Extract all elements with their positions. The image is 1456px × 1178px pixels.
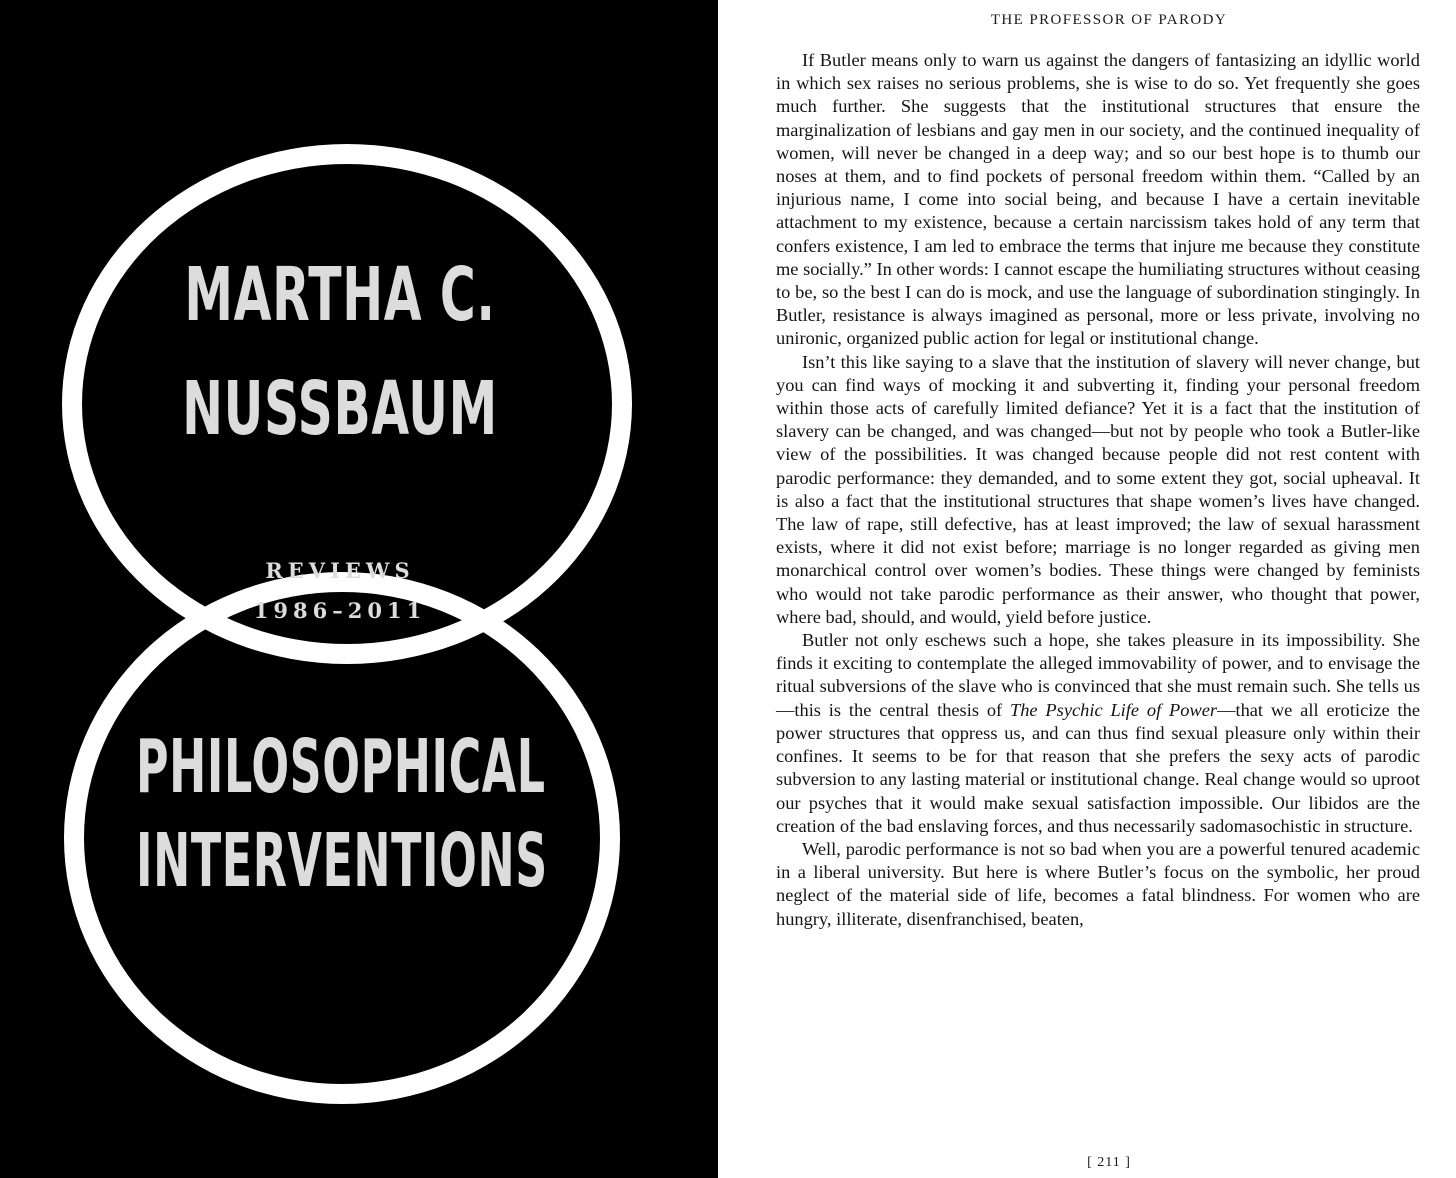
book-cover (0, 0, 718, 1178)
paragraph (776, 629, 1420, 838)
book-title-line-2: INTERVENTIONS (135, 818, 548, 904)
paragraph-text: —that we all eroticize the power structures that oppress us, and can thus find sexual pleasure only within their confines. It seems to be for that reason that she prefers the sexy acts of parodic subversion to any lasting material or institutional change. Real change would so uproot our psyches that it would make sexual satisfaction impossible. Our libidos are the creation of the bad enslaving forces, and thus necessarily sadomasochistic in structure. (776, 699, 1421, 836)
paragraph: If Butler means only to warn us against the dangers of fantasizing an idyllic world in which sex raises no serious problems, she is wise to do so. Yet frequently she goes much further. She suggests that the institutional structures that ensure the marginalization of lesbians and gay men in our society, and the continued inequality of women, will never be changed in a deep way; and so our best hope is to thumb our noses at them, and to find pockets of personal freedom within them. “Called by an injurious name, I come into social being, and because I have a certain inevitable attachment to my existence, because a certain narcissism takes hold of any term that confers existence, I am led to embrace the terms that injure me because they constitute me socially.” In other words: I cannot escape the humiliating structures without ceasing to be, so the best I can do is mock, and use the language of subordination stingingly. In Butler, resistance is always imagined as personal, more or less private, involving no unironic, organized public action for legal or institutional change. (776, 50, 1420, 349)
body-text (776, 49, 1420, 931)
paragraph-text: Butler not only eschews such a hope, she takes pleasure in its impossibility. She finds it exciting to contemplate the alleged immovability of power, and to envisage the ritual subversions of the slave who is convinced that she must remain such. She tells us—this is the central thesis of (776, 630, 1420, 720)
paragraph: Isn’t this like saying to a slave that the institution of slavery will never change, but you can find ways of mocking it and subverting it, finding your personal freedom within those acts of carefully limited defiance? Yet it is a fact that the institution of slavery can be changed, and was changed—but not by people who took a Butler-like view of the possibilities. It was changed because people did not rest content with parodic performance: they demanded, and to some extent they got, social upheaval. It is also a fact that the institutional structures that shape women’s lives have changed. The law of rape, still defective, has at least improved; the law of sexual harassment exists, where it did not exist before; marriage is no longer regarded as giving men monarchical control over women’s bodies. These things were changed by feminists who would not take parodic performance as their answer, who thought that power, where bad, should, and would, yield before justice. (776, 351, 1420, 627)
author-first-name: MARTHA C. (184, 252, 496, 338)
book-page (718, 0, 1456, 1178)
book-title-line-1: PHILOSOPHICAL (135, 724, 546, 810)
year-range: 1986–2011 (253, 598, 427, 623)
running-head: THE PROFESSOR OF PARODY (990, 12, 1228, 28)
book-title-reference: The Psychic Life of Power (1010, 699, 1218, 720)
paragraph: Well, parodic performance is not so bad when you are a powerful tenured academic in a liberal university. But here is where Butler’s focus on the symbolic, her proud neglect of the material side of life, becomes a fatal blindness. For women who are hungry, illiterate, disenfranchised, beaten, (776, 838, 1420, 929)
series-label: REVIEWS (265, 558, 415, 583)
page-number: [ 211 ] (1087, 1155, 1131, 1170)
author-last-name: NUSSBAUM (182, 366, 498, 452)
